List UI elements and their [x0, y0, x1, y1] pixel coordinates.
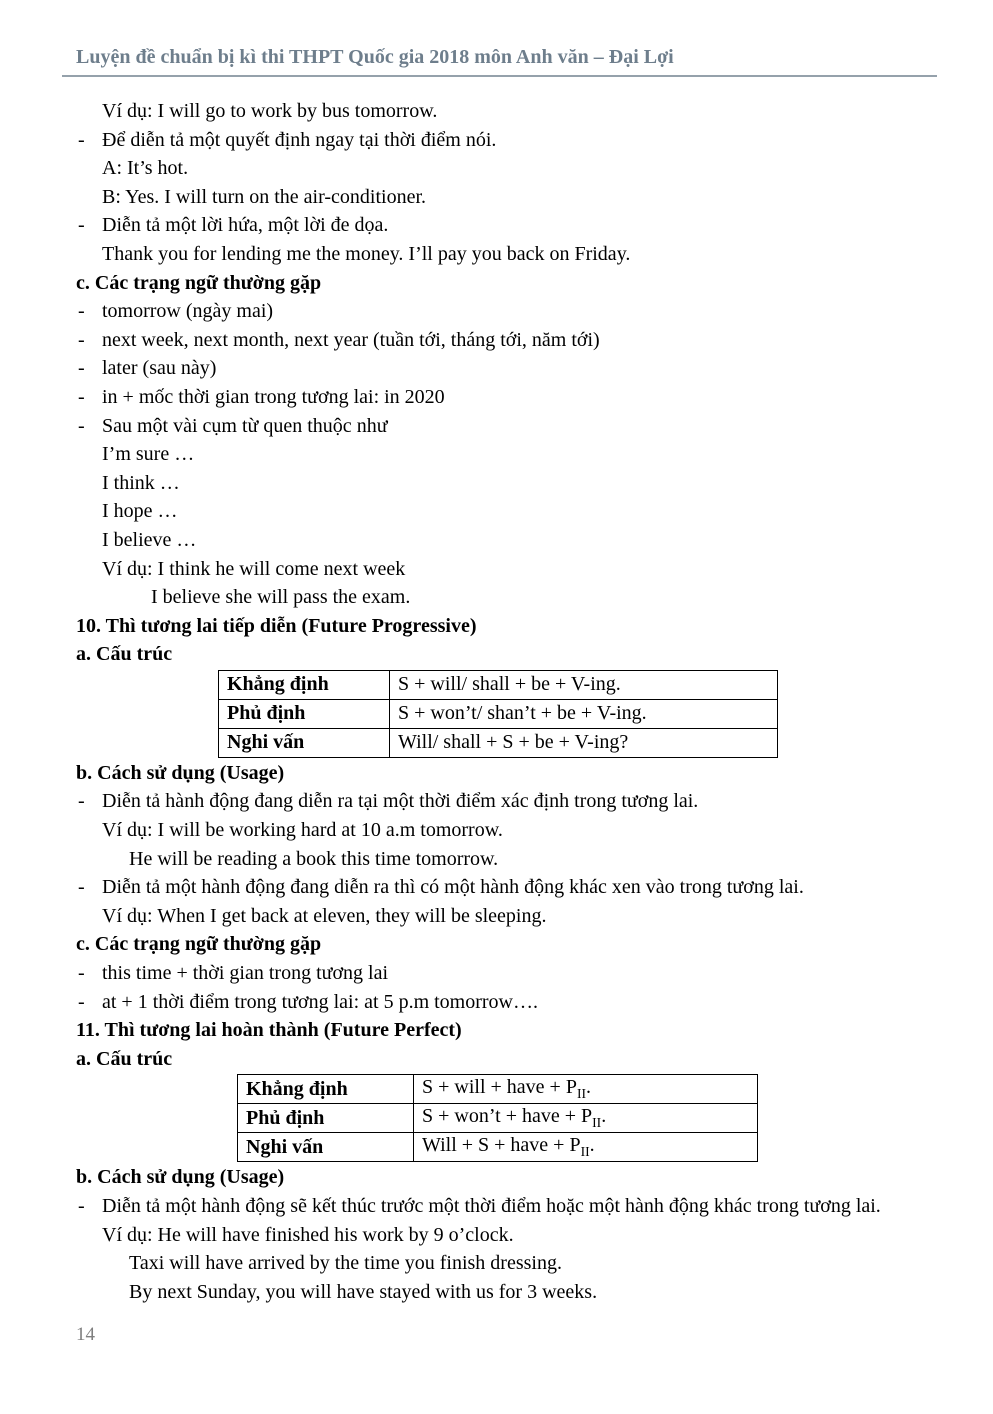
page-number: 14 — [76, 1324, 95, 1345]
phrase-line: I think … — [102, 471, 180, 494]
list-item-text: Diễn tả một hành động sẽ kết thúc trước một thời điểm hoặc một hành động khác trong tương lai. — [102, 1195, 881, 1217]
formula-text: . — [589, 1134, 595, 1157]
table-formula-cell: S + will/ shall + be + V-ing. — [390, 670, 778, 699]
dash-bullet: - — [78, 214, 85, 237]
section-heading: 11. Thì tương lai hoàn thành (Future Perfect) — [76, 1019, 462, 1042]
example-text: By next Sunday, you will have stayed with us for 3 weeks. — [129, 1280, 598, 1303]
dash-bullet: - — [78, 328, 85, 351]
formula-text: . — [601, 1105, 607, 1128]
table-row — [219, 728, 778, 757]
example-text: Ví dụ: He will have finished his work by 9 o’clock. — [102, 1223, 514, 1246]
list-item-text: Diễn tả hành động đang diễn ra tại một thời điểm xác định trong tương lai. — [102, 790, 699, 813]
section-heading: c. Các trạng ngữ thường gặp — [76, 933, 322, 956]
dialogue-line: A: It’s hot. — [102, 157, 189, 180]
bullet-list-item — [76, 959, 923, 988]
list-item-text: Sau một vài cụm từ quen thuộc như — [102, 414, 388, 437]
list-item-text: next week, next month, next year (tuần tới, tháng tới, năm tới) — [102, 328, 600, 351]
table-label-cell: Phủ định — [238, 1104, 414, 1133]
dash-bullet: - — [78, 357, 85, 380]
dash-bullet: - — [78, 790, 85, 813]
table-row — [238, 1104, 758, 1133]
table-row — [238, 1075, 758, 1104]
list-item-text: tomorrow (ngày mai) — [102, 300, 274, 323]
formula-text: Will + S + have + P — [422, 1134, 581, 1157]
section-heading: 10. Thì tương lai tiếp diễn (Future Progressive) — [76, 614, 477, 637]
bullet-list-item — [76, 297, 923, 326]
subsection-heading: b. Cách sử dụng (Usage) — [76, 1166, 285, 1189]
phrase-line: I hope … — [102, 500, 178, 523]
header-title: Luyện đề chuẩn bị kì thi THPT Quốc gia 2018 môn Anh văn – Đại Lợi — [76, 46, 674, 68]
formula-subscript: II — [592, 1115, 602, 1131]
table-label-cell: Khẳng định — [219, 670, 390, 699]
list-item-text: Diễn tả một lời hứa, một lời đe dọa. — [102, 214, 389, 237]
subsection-heading: a. Cấu trúc — [76, 643, 173, 666]
example-text: Thank you for lending me the money. I’ll pay you back on Friday. — [102, 242, 631, 265]
future-perfect-table — [237, 1074, 758, 1162]
example-text: Ví dụ: I will be working hard at 10 a.m tomorrow. — [102, 819, 503, 842]
example-text: I believe she will pass the exam. — [151, 586, 411, 609]
dash-bullet: - — [78, 385, 85, 408]
bullet-list-item — [76, 1192, 923, 1221]
document-header — [62, 44, 937, 77]
list-item-text: in + mốc thời gian trong tương lai: in 2020 — [102, 385, 445, 408]
formula-text: S + will + have + P — [422, 1076, 577, 1099]
dash-bullet: - — [78, 414, 85, 437]
list-item-text: this time + thời gian trong tương lai — [102, 962, 389, 985]
dash-bullet: - — [78, 990, 85, 1013]
dash-bullet: - — [78, 1195, 85, 1217]
table-formula-cell — [414, 1104, 758, 1133]
table-formula-cell: Will/ shall + S + be + V-ing? — [390, 728, 778, 757]
subsection-heading: b. Cách sử dụng (Usage) — [76, 761, 285, 784]
formula-subscript: II — [580, 1144, 590, 1160]
future-progressive-table — [218, 670, 778, 758]
table-formula-cell — [414, 1133, 758, 1162]
section-heading: c. Các trạng ngữ thường gặp — [76, 271, 322, 294]
bullet-list-item — [76, 988, 923, 1017]
formula-subscript: II — [576, 1086, 587, 1102]
table-label-cell: Nghi vấn — [219, 728, 390, 757]
table-label-cell: Phủ định — [219, 699, 390, 728]
bullet-list-item — [76, 326, 923, 355]
phrase-line: I believe … — [102, 528, 197, 551]
example-text: Ví dụ: I think he will come next week — [102, 557, 406, 580]
table-row — [238, 1133, 758, 1162]
subsection-heading: a. Cấu trúc — [76, 1047, 173, 1070]
example-text: Ví dụ: I will go to work by bus tomorrow. — [102, 100, 438, 122]
dash-bullet: - — [78, 300, 85, 323]
formula-text: . — [586, 1076, 592, 1099]
phrase-line: I’m sure … — [102, 443, 195, 466]
bullet-list-item — [76, 383, 923, 412]
bullet-list-item — [76, 126, 923, 155]
example-text: Taxi will have arrived by the time you finish dressing. — [129, 1252, 562, 1275]
list-item-text: at + 1 thời điểm trong tương lai: at 5 p.m tomorrow…. — [102, 990, 538, 1013]
table-label-cell: Khẳng định — [238, 1075, 414, 1104]
bullet-list-item — [76, 787, 923, 816]
table-label-cell: Nghi vấn — [238, 1133, 414, 1162]
list-item-text: later (sau này) — [102, 357, 217, 380]
bullet-list-item — [76, 873, 923, 902]
bullet-list-item — [76, 211, 923, 240]
example-text: Ví dụ: When I get back at eleven, they will be sleeping. — [102, 904, 547, 927]
formula-text: S + won’t + have + P — [422, 1105, 593, 1128]
table-formula-cell: S + won’t/ shan’t + be + V-ing. — [390, 699, 778, 728]
table-formula-cell — [414, 1075, 758, 1104]
bullet-list-item — [76, 412, 923, 441]
list-item-text: Để diễn tả một quyết định ngay tại thời điểm nói. — [102, 128, 497, 151]
document-body — [76, 97, 923, 1306]
bullet-list-item — [76, 354, 923, 383]
example-text: He will be reading a book this time tomorrow. — [129, 847, 499, 870]
list-item-text: Diễn tả một hành động đang diễn ra thì có một hành động khác xen vào trong tương lai. — [102, 876, 804, 899]
table-row — [219, 699, 778, 728]
dash-bullet: - — [78, 876, 85, 899]
dash-bullet: - — [78, 962, 85, 985]
table-row — [219, 670, 778, 699]
dash-bullet: - — [78, 128, 85, 151]
dialogue-line: B: Yes. I will turn on the air-conditioner. — [102, 185, 427, 208]
